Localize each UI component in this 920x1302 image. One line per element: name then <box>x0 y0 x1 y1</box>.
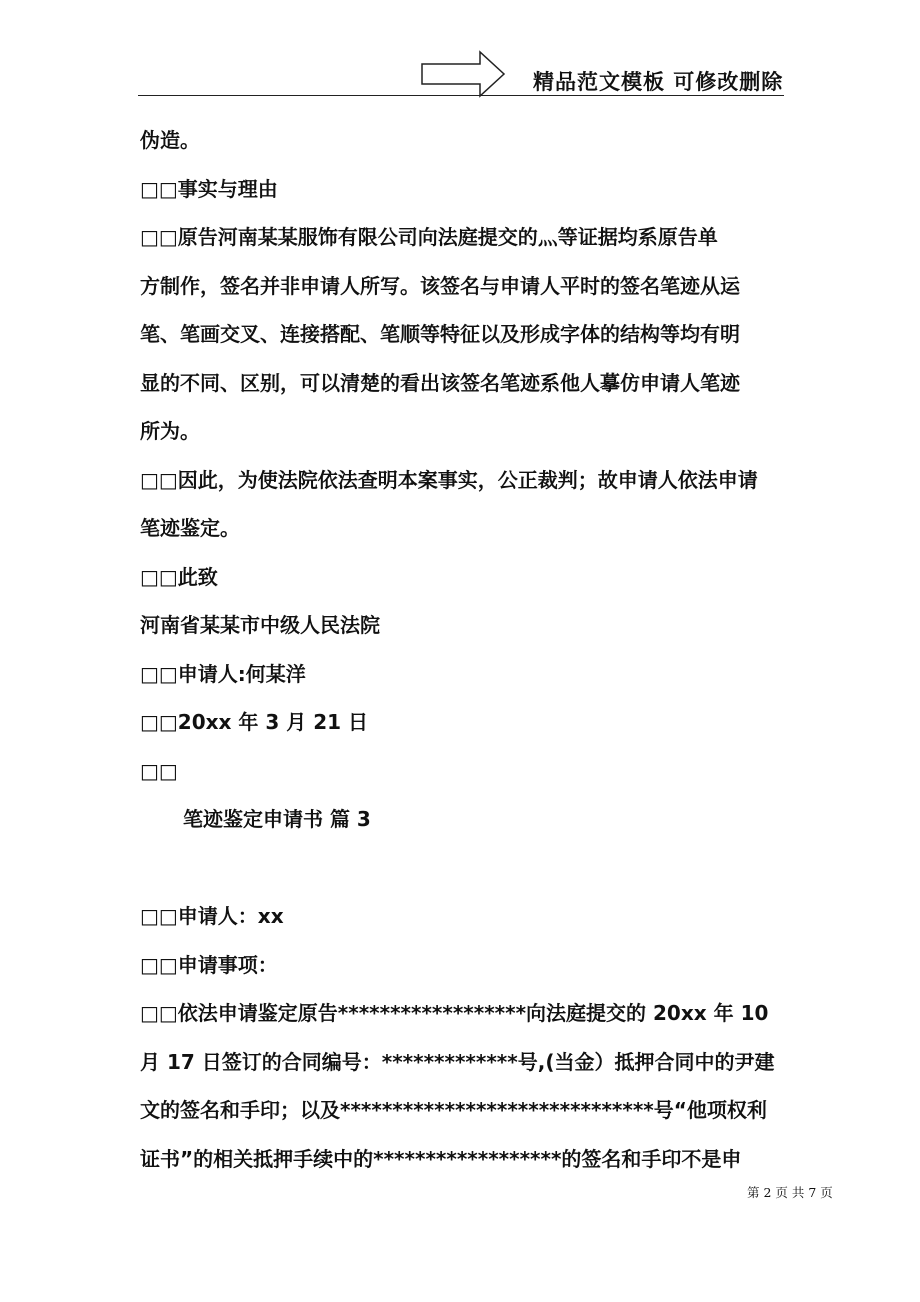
indent-marker: □□ <box>140 758 178 783</box>
page-number: 第 2 页 共 7 页 <box>747 1185 833 1200</box>
paragraph-line: 文的签名和手印；以及******************************号“他项权利 <box>140 1098 767 1122</box>
paragraph-line: □□因此，为使法院依法查明本案事实，公正裁判；故申请人依法申请 <box>140 467 758 492</box>
paragraph-line: 笔迹鉴定。 <box>140 516 240 540</box>
recipient: 河南省某某市中级人民法院 <box>140 613 380 637</box>
document-body <box>140 116 785 1183</box>
indent-marker: □□ <box>140 952 178 977</box>
header-title: 精品范文模板 可修改删除 <box>533 70 784 94</box>
indent-marker: □□ <box>140 904 178 928</box>
paragraph-line: 证书”的相关抵押手续中的******************的签名和手印不是申 <box>140 1146 742 1171</box>
paragraph-line: 显的不同、区别，可以清楚的看出该签名笔迹系他人摹仿申请人笔迹 <box>140 370 740 395</box>
date-line: □□20xx 年 3 月 21 日 <box>140 710 368 734</box>
paragraph-line: □□依法申请鉴定原告******************向法庭提交的 20xx 年 10 <box>140 1001 769 1025</box>
paragraph-line: □□原告河南某某服饰有限公司向法庭提交的灬等证据均系原告单 <box>140 225 718 249</box>
indent-marker: □□ <box>140 564 178 589</box>
indent-marker: □□ <box>140 710 178 734</box>
paragraph-line: 月 17 日签订的合同编号：*************号,(当金）抵押合同中的尹建 <box>140 1049 775 1074</box>
indent-marker: □□ <box>140 1001 178 1025</box>
applicant-signature: □□申请人:何某洋 <box>140 661 306 686</box>
header-divider <box>138 95 784 96</box>
paragraph-line: 笔、笔画交叉、连接搭配、笔顺等特征以及形成字体的结构等均有明 <box>140 322 740 346</box>
indent-marker: □□ <box>140 661 178 686</box>
empty-line <box>140 747 785 796</box>
indent-marker: □□ <box>140 225 178 249</box>
indent-marker: □□ <box>140 467 178 492</box>
paragraph-line: 所为。 <box>140 419 200 443</box>
indent-marker: □□ <box>140 176 178 201</box>
applicant-line: □□申请人：xx <box>140 904 284 928</box>
right-arrow-icon <box>420 50 506 98</box>
section-heading: □□事实与理由 <box>140 176 278 201</box>
paragraph-line: 方制作，签名并非申请人所写。该签名与申请人平时的签名笔迹从运 <box>140 273 740 298</box>
section-heading: □□申请事项： <box>140 952 278 977</box>
paragraph-line: 伪造。 <box>140 128 200 152</box>
document-title: 笔迹鉴定申请书 篇 3 <box>183 807 371 831</box>
salutation: □□此致 <box>140 564 218 589</box>
spacer <box>140 844 785 893</box>
